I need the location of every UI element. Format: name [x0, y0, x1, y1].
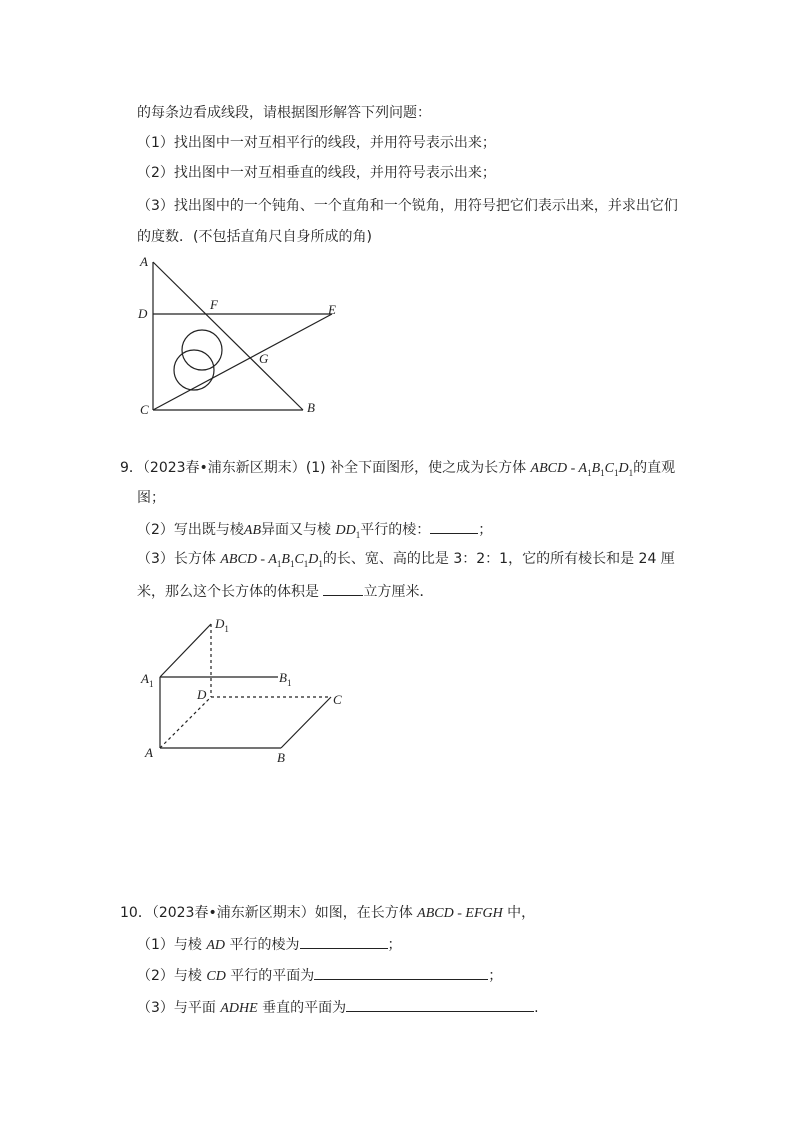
- q10-part3: （3）与平面 ADHE 垂直的平面为 .: [137, 997, 539, 1019]
- label-b: B: [307, 400, 315, 415]
- q9-part3-cont: 米，那么这个长方体的体积是 立方厘米．: [137, 581, 433, 602]
- q10-line1: 10．（2023春•浦东新区期末）如图，在长方体 ABCD - EFGH 中，: [120, 905, 536, 921]
- label-e: E: [328, 302, 336, 317]
- label-c: C: [140, 402, 149, 417]
- ruler-circle-top: [182, 330, 222, 370]
- q8-part2: （2）找出图中一对互相垂直的线段，并用符号表示出来；: [137, 165, 496, 181]
- label-b1: $B_1$: [279, 670, 292, 688]
- q9-answer-blank-3[interactable]: [323, 581, 363, 596]
- label-d1: $D_1$: [215, 616, 229, 634]
- q10-answer-blank-2[interactable]: [314, 965, 488, 980]
- q9-l1-end: 的直观: [633, 460, 676, 476]
- label-d: D: [138, 306, 148, 321]
- edge-c-e: [153, 314, 332, 410]
- q8-part3-cont: 的度数．(不包括直角尺自身所成的角): [137, 229, 372, 245]
- label-c: C: [333, 692, 342, 707]
- q10-source: （2023春•浦东新区期末）: [151, 905, 315, 921]
- q10-answer-blank-3[interactable]: [346, 997, 534, 1012]
- edge-a-d: [160, 697, 211, 748]
- q9-answer-blank-2[interactable]: [430, 519, 478, 534]
- q9-line1b: 图；: [137, 490, 165, 506]
- label-d: D: [197, 687, 207, 702]
- q9-line1: [120, 458, 675, 483]
- q9-part2: （2）写出既与棱AB异面又与棱 $DD_1$平行的棱： ；: [137, 519, 492, 545]
- q9-number: 9．: [120, 460, 143, 476]
- q9-solid-name: ABCD - $A_1B_1C_1D_1$: [530, 461, 634, 478]
- q10-answer-blank-1[interactable]: [300, 934, 388, 949]
- q10-part2: （2）与棱 CD 平行的平面为 ；: [137, 965, 502, 987]
- q8-intro: 的每条边看成线段，请根据图形解答下列问题：: [137, 105, 431, 121]
- edge-a-b: [153, 262, 303, 410]
- q8-part1: （1）找出图中一对互相平行的线段，并用符号表示出来；: [137, 135, 496, 151]
- edge-a1-d1: [160, 624, 211, 677]
- label-a: A: [140, 254, 148, 269]
- label-b: B: [277, 750, 285, 765]
- ruler-circle-bottom: [174, 350, 214, 390]
- label-g: G: [259, 351, 269, 366]
- q9-figure: [135, 610, 365, 770]
- label-a: A: [145, 745, 153, 760]
- label-a1: $A_1$: [141, 671, 154, 689]
- q10-part1: （1）与棱 AD 平行的棱为 ；: [137, 934, 402, 956]
- label-f: F: [210, 297, 218, 312]
- q9-source: （2023春•浦东新区期末）: [142, 460, 306, 476]
- q8-figure: [120, 250, 360, 425]
- q9-part3: （3）长方体 ABCD - $A_1B_1C_1D_1$的长、宽、高的比是 3：2：1，它的所有棱长和是 24 厘: [137, 551, 675, 569]
- q10-number: 10．: [120, 905, 152, 921]
- edge-b-c: [281, 697, 331, 748]
- q9-l1-text: (1) 补全下面图形，使之成为长方体: [305, 460, 527, 476]
- q8-part3: （3）找出图中的一个钝角、一个直角和一个锐角，用符号把它们表示出来，并求出它们: [137, 198, 678, 214]
